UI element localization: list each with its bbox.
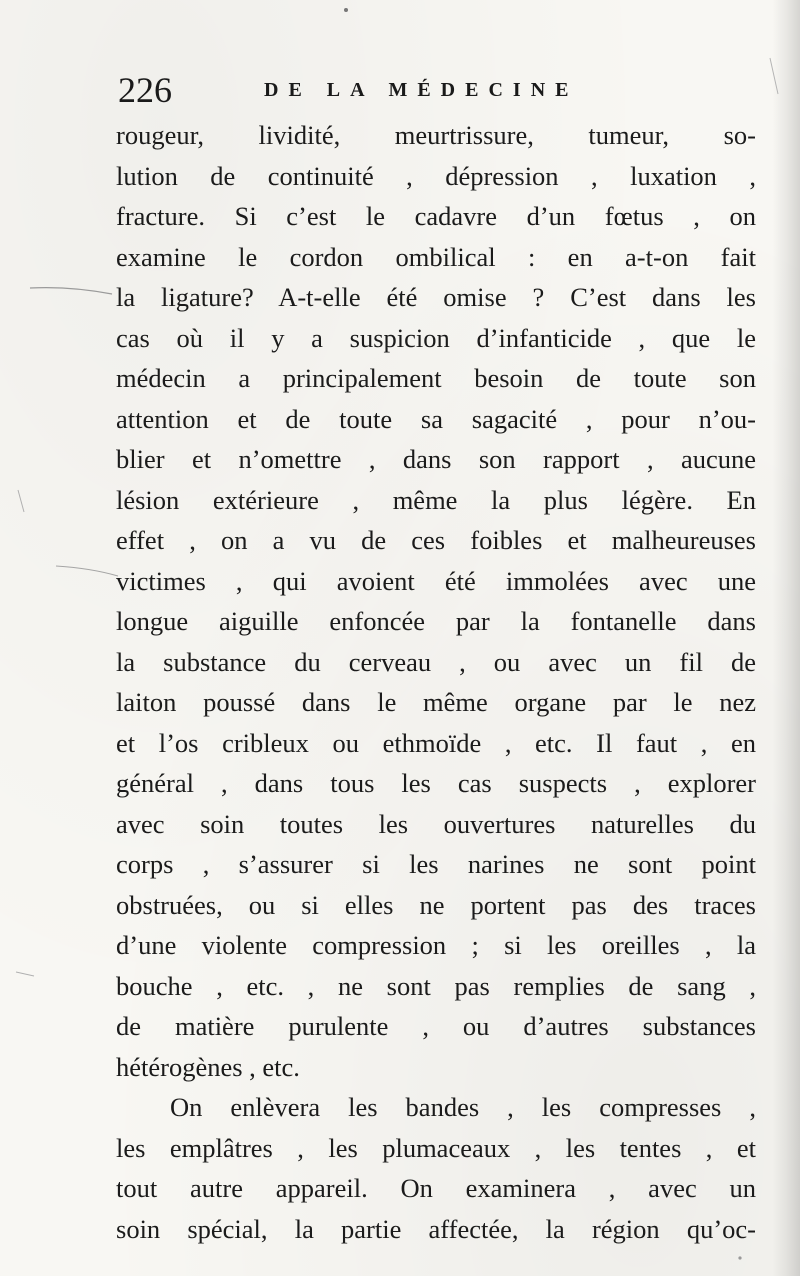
text-line: blier et n’omettre , dans son rapport , aucune <box>116 444 756 474</box>
text-line: lution de continuité , dépression , luxation , <box>116 160 756 191</box>
text-line: longue aiguille enfoncée par la fontanelle dans <box>116 606 756 636</box>
text-line: lésion extérieure , même la plus légère. En <box>116 484 756 515</box>
running-head: DE LA MÉDECINE <box>264 79 579 101</box>
text-line: général , dans tous les cas suspects , explorer <box>116 768 756 798</box>
text-line: de matière purulente , ou d’autres substances <box>116 1011 756 1041</box>
paragraph-start-line: On enlèvera les bandes , les compresses , <box>170 1092 756 1122</box>
text-line: effet , on a vu de ces foibles et malheureuses <box>116 525 756 555</box>
text-line: cas où il y a suspicion d’infanticide , que le <box>116 322 756 353</box>
text-line: d’une violente compression ; si les oreilles , la <box>116 930 756 960</box>
text-line: victimes , qui avoient été immolées avec une <box>116 565 756 596</box>
text-line: corps , s’assurer si les narines ne sont point <box>116 849 756 879</box>
text-line: et l’os cribleux ou ethmoïde , etc. Il faut , en <box>116 727 756 758</box>
page-number: 226 <box>118 70 172 110</box>
text-line: les emplâtres , les plumaceaux , les tentes , et <box>116 1132 756 1163</box>
body-text <box>116 115 756 1249</box>
paragraph-end-line: hétérogènes , etc. <box>116 1051 300 1082</box>
ink-speck <box>344 8 348 12</box>
text-line: médecin a principalement besoin de toute son <box>116 363 756 393</box>
text-line: obstruées, ou si elles ne portent pas des traces <box>116 889 756 920</box>
margin-stroke-left <box>18 490 24 512</box>
text-line: fracture. Si c’est le cadavre d’un fœtus , on <box>116 201 756 231</box>
text-line: la ligature? A-t-elle été omise ? C’est dans les <box>116 282 756 312</box>
text-line: soin spécial, la partie affectée, la région qu’oc- <box>116 1213 756 1244</box>
page-edge-shadow <box>772 0 800 1276</box>
text-line: examine le cordon ombilical : en a-t-on fait <box>116 241 756 272</box>
margin-stroke-middle <box>56 566 118 576</box>
text-line: laiton poussé dans le même organe par le nez <box>116 687 756 717</box>
text-line: la substance du cerveau , ou avec un fil de <box>116 646 756 677</box>
text-line: bouche , etc. , ne sont pas remplies de sang , <box>116 970 756 1001</box>
text-line: avec soin toutes les ouvertures naturelles du <box>116 808 756 839</box>
text-line: tout autre appareil. On examinera , avec un <box>116 1173 756 1203</box>
text-line: attention et de toute sa sagacité , pour n’ou- <box>116 403 756 434</box>
text-line: rougeur, lividité, meurtrissure, tumeur, so- <box>116 120 756 150</box>
page-header <box>118 66 718 114</box>
ink-speck-2 <box>738 1256 741 1259</box>
margin-stroke-top <box>30 288 112 294</box>
margin-stroke-bottom <box>16 972 34 976</box>
